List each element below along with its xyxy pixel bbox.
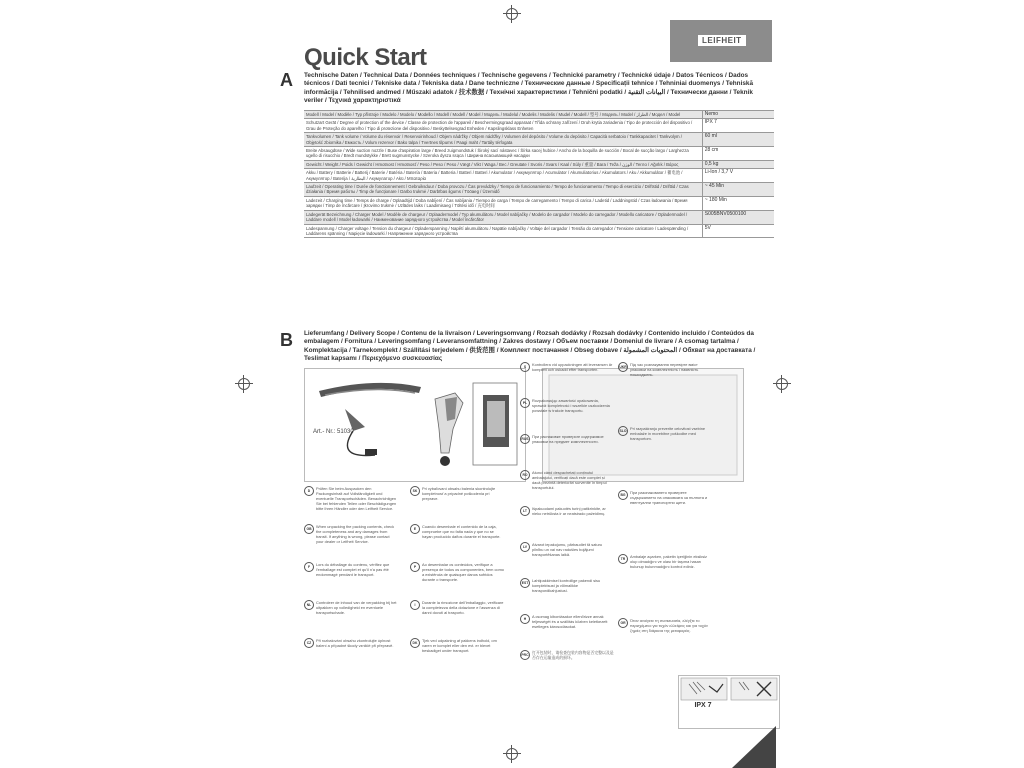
delivery-text: 打开包装时，请检查包装内容物是否完整以及是否存在运输造成的损坏。 [532, 650, 614, 661]
row-label: Ladezeit / Charging time / Temps de charge / Oplaadtijd / Doba nabíjení / Čas nabíjania / Tiempo de carga / Tempo de carregamento / Tempo di carica / Ladetid / Laddningstid / Czas ładowania / Время зарядки / Timp de încărcare / Įkrovimo trukmė / Uzlādes laiks / Laadimisaeg / Töltési idő / 充电时间 [306, 197, 688, 209]
delivery-text: Išpakuodami pakuotės turinį patikrinkite, ar nieko netrūksta ir ar neatsirado pažeidimų. [532, 506, 606, 517]
row-value: ~ 45 Min [702, 183, 774, 196]
delivery-text: При разопаковането проверете съдържанието на опаковката за пълнота и евентуални транспортни щети. [630, 490, 708, 506]
language-code: PRC [520, 650, 530, 660]
ipx-badge: IPX 7 [694, 702, 712, 709]
table-row [304, 183, 774, 197]
table-row [304, 169, 774, 183]
delivery-text: Controleer de inhoud van de verpakking bij het uitpakken op volledigheid en eventuele transportschade. [316, 600, 397, 616]
table-row [304, 225, 774, 239]
row-label: Breite Absaugdüse / Wide suction nozzle / Buse d'aspiration large / Breed zuigmondstuk / Široký sací nástavec / Šírka sacej hubice / Ancho de la boquilla de succión / Bocal de sucção largo / Larghezza ugello di risucchio / Bredt mundstykke / Brett sugmunstycke / Szeroka dysza ssąca / Ширина всасывающей насадки [306, 148, 689, 159]
language-code: CZ [304, 638, 314, 648]
delivery-text: A csomag kibontásakor ellenőrizze annak teljességét és a szállítás közben keletkezett esetleges károsodásokat. [532, 614, 608, 630]
registration-mark [506, 748, 518, 760]
language-code: H [520, 614, 530, 624]
quick-start-page [232, 0, 792, 768]
language-code: DK [410, 638, 420, 648]
page-corner [732, 726, 776, 768]
delivery-text: Kontrollera vid uppackningen att leveransen är komplett och oskadd efter transporten. [532, 362, 613, 373]
row-label: Modell / Model / Modèle / Typ přístroje / Modelo / Modelo / Modello / Modell / Modell / Model / Модель / Modelul / Modelis / Modelis / Mudel / Modell / 型号 / Модель / Model / الطراز / Модел / Model [306, 112, 681, 117]
row-value: 0,5 kg [702, 161, 774, 168]
table-row [304, 197, 774, 211]
registration-mark [238, 378, 250, 390]
language-code: I [410, 600, 420, 610]
delivery-text: Lors du déballage du contenu, vérifiez que l'emballage est complet et qu'il n'a pas été endommagé pendant le transport. [316, 562, 390, 578]
table-row [304, 161, 774, 169]
delivery-text: Pri vybaľovaní obsahu balenia skontrolujte kompletnosť a prípadné poškodenia pri prepravе. [422, 486, 496, 502]
delivery-text: Cuando desembale el contenido de la caja, compruebe que no falta nada y que no se hayan producido daños durante el transporte. [422, 524, 501, 540]
row-value: S005BNV0500100 [702, 211, 774, 224]
article-number: Art.- Nr.: 51030 [313, 429, 354, 435]
language-code: GR [618, 618, 628, 628]
language-code: LT [520, 506, 530, 516]
delivery-text: Atunci când despachetați conținutul ambalajului, verificați dacă este complet și dacă prezintă deteriorări survenite în timpul transportului. [532, 470, 607, 491]
section-b-letter: B [280, 330, 293, 350]
language-code: SK [410, 486, 420, 496]
row-label: Gewicht / Weight / Poids / Gewicht / Hmotnost / Hmotnosť / Peso / Peso / Peso / Vægt / Vikt / Waga / Вес / Greutate / Svoris / Svars / Kaal / Súly / 重量 / Вага / Teža / الوزن / Тегло / Ağırlık / Βάρος [306, 161, 679, 167]
language-code: BG [618, 490, 628, 500]
row-label: Ladegerät Bezeichnung / Charger Model / Modèle de chargeur / Oplaadermodel / Typ akumulátoru / Model nabíjačky / Modelo de cargador / Modelo do carregador / Modello caricatore / Opladermodel / Laddare modell / Model ładowarki / Наименование зарядного устройства / Model încărcător [306, 211, 688, 223]
delivery-text: Durante la rimozione dell'imballaggio, verificare la completezza della dotazione e l'assenza di danni dovuti al trasporto. [422, 600, 504, 616]
language-code: LV [520, 542, 530, 552]
row-value: ~ 180 Min [702, 197, 774, 210]
row-label: Schutzart Gerät / Degree of protection of the device / Classe de protection de l'appareil / Beschermingsgraad apparaat / Třída ochrany zařízení / Druh krytia zariadenia / Tipo de protección del dispositivo / Grau de Proteção do aparelho / Tipo di protezione del dispositivo / Beskyttelsesgrad Enheden / Kapslingsklass Enheten [306, 120, 693, 131]
language-code: P [410, 562, 420, 572]
language-code: E [410, 524, 420, 534]
registration-mark [776, 378, 788, 390]
section-a-letter: A [280, 70, 293, 90]
registration-mark [506, 8, 518, 20]
row-label: Ladespannung / Charger voltage / Tension du chargeur / Opladerspanning / Napětí akumulátoru / Napätie nabíjačky / Voltaje del cargador / Tensão do carregador / Tensione caricatore / Ladespænding / Laddarens spänning / Napięcie ładowarki / Напряжение зарядного устройства [306, 225, 689, 236]
row-value: 60 ml [702, 133, 774, 146]
delivery-scope-heading: Lieferumfang / Delivery Scope / Contenu de la livraison / Leveringsomvang / Rozsah dodávky / Rozsah dodávky / Contenido incluido / Conteúdos da embalagem / Fornitura / Leveringsomfang / Leveransomfattning / Zakres dostawy / Объем поставки / Domeniul de livrare / A csomag tartalma / Komplektacija / Tarnekomplekt / Szállítási terjedelem / 供货范围 / Комплект постачання / Obseg dobave / المحتويات المشمولة / Обхват на доставката / Teslimat kapsamı / Περιεχόμενο συσκευασίας [304, 330, 756, 363]
row-value: Nemo [702, 111, 774, 118]
row-value: Li-Ion / 3,7 V [702, 169, 774, 182]
language-code: S [520, 362, 530, 372]
table-row [304, 211, 774, 225]
language-code: D [304, 486, 314, 496]
table-row [304, 111, 774, 119]
brand-name: LEIFHEIT [698, 35, 746, 46]
table-row [304, 147, 774, 161]
language-code: PL [520, 398, 530, 408]
language-code: RO [520, 470, 530, 480]
row-label: Laufzeit / Operating time / Durée de fonctionnement / Gebruiksduur / Doba provozu / Čas prevádzky / Tiempo de funcionamiento / Tempo de funcionamento / Tempo di esercizio / Driftstid / Drifttid / Czas działania / Время работы / Timp de funcționare / Darbo trukmė / Darbības ilgums / Tööaeg / Üzemidő [306, 184, 689, 195]
table-row [304, 119, 774, 133]
row-value: 28 cm [702, 147, 774, 160]
delivery-text: When unpacking the packing contents, check the completeness and any damages from transit. If anything is wrong, please contact your dealer or Leifheit Service. [316, 524, 395, 545]
ip-rating-box [678, 675, 780, 729]
language-code: EST [520, 578, 530, 588]
dock-drawing-icon [543, 369, 743, 481]
language-code: SLO [618, 426, 628, 436]
delivery-text: При распаковке проверьте содержимое упаковки на предмет комплектности. [532, 434, 604, 445]
tech-data-heading: Technische Daten / Technical Data / Données techniques / Technische gegevens / Technické parametry / Technické údaje / Datos Técnicos / Dados técnicos / Dati tecnici / Tekniske data / Tekniska data / Dane techniczne / Технические данные / Specificații tehnice / Tehniniai duomenys / Tehniskā informācija / Tehnilised andmed / Műszaki adatok / 技术数据 / Технічні характеристики / Tehnični podatki / البيانات التقنية / Технически данни / Teknik veriler / Τεχνικά χαρακτηριστικά [304, 72, 754, 105]
language-code: RUS [520, 434, 530, 444]
language-code: NL [304, 600, 314, 610]
tech-data-table [304, 110, 774, 238]
row-label: Tankvolumen / Tank volume / Volume du réservoir / Reservoirinhoud / Objem nádržky / Objem nádržky / Volumen del depósito / Volume do depósito / Capacità serbatoio / Tankkapacitet / Tankvolym / Objętość zbiornika / Емкость / Volum rezervor / Bako talpa / Tvertnes tilpums / Paagi maht / Tartály térfogata [306, 134, 682, 145]
delivery-text: Při rozbalování obsahu zkontrolujte úplnost balení a případné škody vzniklé při přepravě. [316, 638, 394, 649]
delivery-text: Rozpakowując zawartość opakowania, sprawdź kompletność i wszelkie uszkodzenia powstałe w trakcie transportu. [532, 398, 610, 414]
product-illustration [304, 368, 526, 482]
dock-illustration [542, 368, 744, 482]
row-value: 5V [702, 225, 774, 238]
delivery-text: Όταν ανοίγετε τη συσκευασία, ελέγξτε το περιεχόμενο για τυχόν ελλείψεις και για τυχόν ζημιές στη διάρκεια της μεταφοράς. [630, 618, 708, 634]
brand-logo [670, 20, 772, 62]
language-code: UKR [618, 362, 628, 372]
language-code: TR [618, 554, 628, 564]
delivery-text: Lahtipakkimisel kontrollige pakendi sisu komplektsust ja võimalikke transpordikahjustusi. [532, 578, 601, 594]
delivery-text: Prüfen Sie beim Auspacken den Packungsinhalt auf Vollständigkeit und eventuelle Transportschäden. Benachrichtigen Sie bei fehlenden Teilen oder Beschädigungen bitte Ihren Händler oder den Leifheit Service. [316, 486, 397, 512]
language-code: F [304, 562, 314, 572]
delivery-text: Pri razpakiranju preverite celovitost vsebine embalaže in morebitne poškodbe med transportom. [630, 426, 706, 442]
row-value: IPX 7 [702, 119, 774, 132]
page-title: Quick Start [304, 44, 427, 71]
delivery-text: Tjek ved udpakning af pakkens indhold, om varen er komplet eller den evt. er blevet beskadiget under transport. [422, 638, 497, 654]
product-drawing-icon [305, 369, 525, 481]
delivery-text: Під час розпакування перевірте вміст упаковки на комплектність і наявність пошкоджень. [630, 362, 699, 378]
table-row [304, 133, 774, 147]
delivery-text: Atvarot iepakojumu, pārbaudiet tā saturu pilnību un vai nav radušies bojājumi transportēšanas laikā. [532, 542, 603, 558]
delivery-text: Ambalaje açarken, paketin içeriğinin eksiksiz olup olmadığını ve olası bir taşıma hasarı bulunup bulunmadığını kontrol ediniz. [630, 554, 707, 570]
language-code: GB [304, 524, 314, 534]
row-label: Akku / Battery / Batterie / Batterij / Baterie / Batéria / Batería / Bateria / Batteria / Batteri / Batteri / Akumulator / Аккумулятор / Acumulator / Akumuliatorius / Akumulators / Aku / Akkumulátor / 蓄电池 / Акумулятор / Baterija / البطارية / Акумулатор / Akü / Μπαταρία [306, 170, 683, 181]
delivery-text: Ao desembalar os conteúdos, verifique a presença de todos os componentes, bem como a existência de quaisquer danos sofridos durante o transporte. [422, 562, 504, 583]
